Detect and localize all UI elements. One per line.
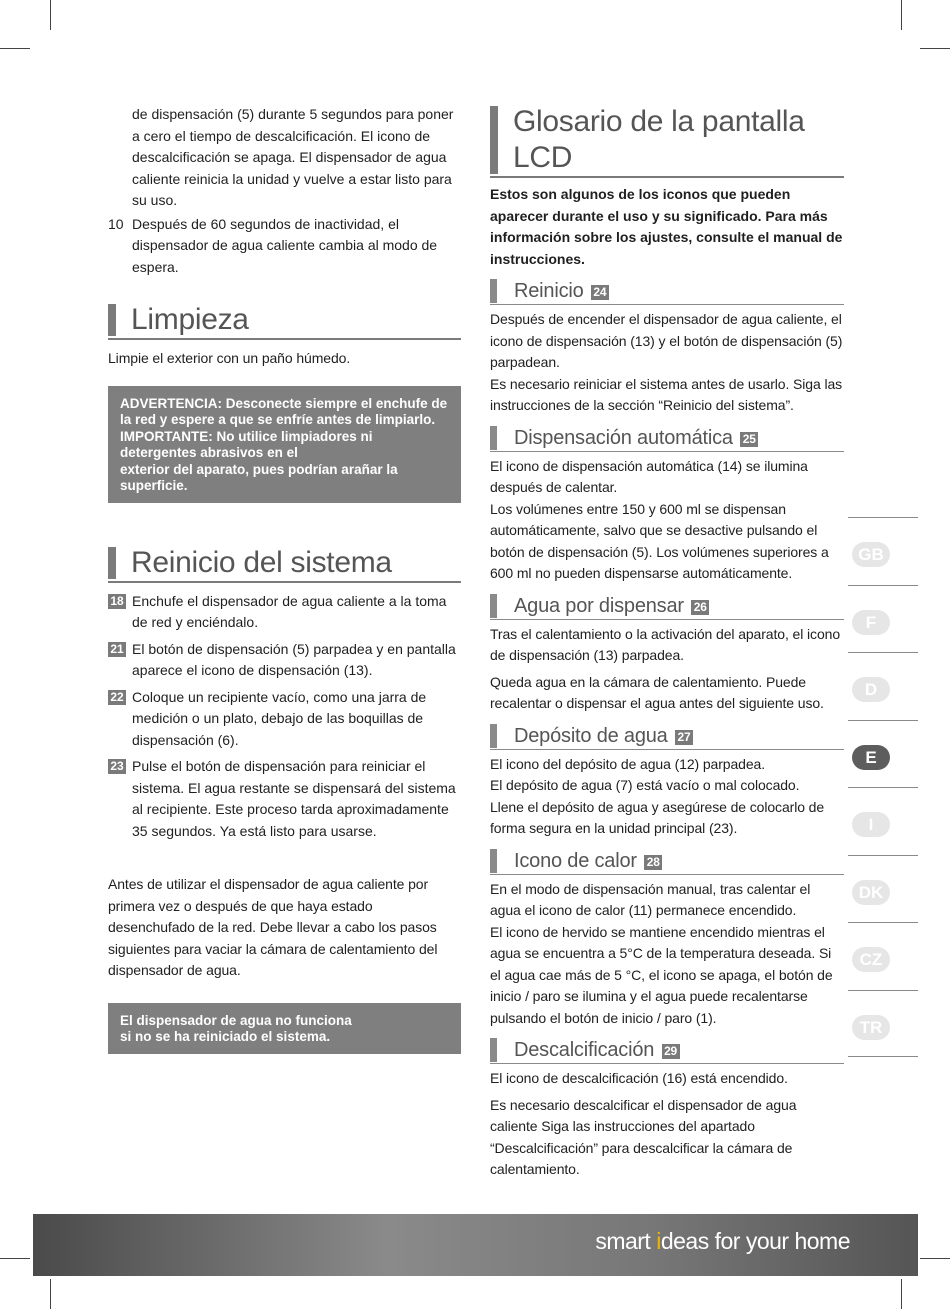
- glossary-entry: [490, 278, 844, 417]
- language-tab-cz[interactable]: [848, 922, 918, 990]
- glossary-text: Es necesario reiniciar el sistema antes de usarlo. Siga las instrucciones de la sección “Reinicio del sistema”.: [490, 375, 843, 413]
- step-badge: 21: [108, 642, 126, 657]
- section-heading-limpieza: [108, 302, 461, 340]
- figure-badge: 25: [740, 432, 758, 447]
- figure-badge: 24: [591, 285, 609, 300]
- subheading-text: Agua por dispensar: [514, 594, 684, 617]
- continued-list: [108, 104, 461, 278]
- glossary-text: Es necesario descalcificar el dispensador de agua caliente Siga las instrucciones del apartado “Descalcificación” para descalcificar la cámara de calentamiento.: [490, 1096, 797, 1177]
- language-tab-dk[interactable]: [848, 855, 918, 923]
- glossary-entry: [490, 848, 844, 1030]
- warning-box: [108, 386, 461, 503]
- glossary-text: Después de encender el dispensador de agua caliente, el icono de dispensación (13) y el botón de dispensación (5) parpadean.: [490, 311, 843, 370]
- language-label: CZ: [852, 947, 890, 972]
- language-label: F: [852, 610, 890, 635]
- glossary-text: Los volúmenes entre 150 y 600 ml se dispensan automáticamente, salvo que se desactive pulsando el botón de dispensación (5). Los volúmenes superiores a 600 ml no pueden dispensarse automáticamente.: [490, 500, 829, 581]
- footer-slogan: [595, 1228, 850, 1255]
- step-text: El botón de dispensación (5) parpadea y en pantalla aparece el icono de dispensación (13).: [132, 640, 456, 678]
- crop-mark: [901, 1279, 902, 1309]
- subheading-descalcificacion: [490, 1037, 844, 1064]
- step-badge: 18: [108, 594, 126, 609]
- subheading-title: [514, 278, 844, 304]
- language-label: TR: [852, 1015, 890, 1040]
- step-text: Enchufe el dispensador de agua caliente a la toma de red y enciéndalo.: [132, 592, 447, 630]
- reset-step: [108, 639, 461, 682]
- language-tab-tr[interactable]: [848, 990, 918, 1058]
- right-column: [490, 104, 844, 1181]
- note-box: [108, 1003, 461, 1054]
- glossary-text: El depósito de agua (7) está vacío o mal colocado.: [490, 777, 800, 793]
- crop-mark: [920, 48, 950, 49]
- glossary-text: El icono de dispensación automática (14) se ilumina después de calentar.: [490, 457, 808, 495]
- glossary-text: Queda agua en la cámara de calentamiento. Puede recalentar o dispensar el agua antes del siguiente uso.: [490, 673, 824, 711]
- glossary-text: El icono de hervido se mantiene encendido mientras el agua se encuentra a 5°C de la temperatura deseada. Si el agua cae más de 5 °C, el icono se apaga, el botón de inicio / paro se ilumina y el agua puede recalentarse pulsando el botón de inicio / paro (1).: [490, 923, 833, 1026]
- subheading-dispensacion-automatica: [490, 425, 844, 452]
- section-title: Glosario de la pantalla LCD: [513, 105, 805, 174]
- glossary-text: En el modo de dispensación manual, tras calentar el agua el icono de calor (11) permanece encendido.: [490, 880, 811, 918]
- language-label: DK: [852, 880, 890, 905]
- slogan-part: smart: [595, 1228, 657, 1254]
- list-item-number: 10: [108, 215, 124, 232]
- step-text: Coloque un recipiente vacío, como una jarra de medición o un plato, debajo de las boquillas de dispensación (6).: [132, 688, 427, 748]
- crop-mark: [0, 48, 30, 49]
- list-item-text: de dispensación (5) durante 5 segundos para poner a cero el tiempo de descalcificación. El icono de descalcificación se apaga. El dispensador de agua caliente reinicia la unidad y vuelve a estar listo para su uso.: [132, 106, 454, 208]
- slogan-highlight: i: [656, 1228, 661, 1254]
- subheading-icono-calor: [490, 848, 844, 875]
- section-heading-glosario: [490, 104, 844, 178]
- section-heading-reinicio-sistema: [108, 545, 461, 583]
- section-title: Limpieza: [131, 303, 249, 336]
- glossary-entry: [490, 723, 844, 840]
- language-tab-gb[interactable]: [848, 517, 918, 585]
- subheading-title: [514, 848, 844, 874]
- glossary-entry: [490, 1037, 844, 1181]
- crop-mark: [0, 1258, 30, 1259]
- left-column: [108, 104, 461, 1054]
- section-title: Reinicio del sistema: [131, 545, 392, 579]
- language-tab-i[interactable]: [848, 787, 918, 855]
- crop-mark: [50, 0, 51, 30]
- figure-badge: 27: [675, 730, 693, 745]
- reset-paragraph: Antes de utilizar el dispensador de agua caliente por primera vez o después de que haya estado desenchufado de la red. Debe llevar a cabo los pasos siguientes para vaciar la cámara de calentamiento del dispensador de agua.: [108, 876, 438, 978]
- list-item: [108, 214, 461, 279]
- glossary-entry: [490, 425, 844, 585]
- step-badge: 23: [108, 759, 126, 774]
- language-label: GB: [852, 542, 890, 567]
- language-label: D: [852, 677, 890, 702]
- glossary-text: Tras el calentamiento o la activación del aparato, el icono de dispensación (13) parpadea.: [490, 625, 841, 663]
- language-tabs: [848, 517, 918, 1057]
- subheading-text: Reinicio: [514, 280, 584, 302]
- reset-step: [108, 591, 461, 634]
- figure-badge: 26: [691, 600, 709, 615]
- step-badge: 22: [108, 690, 126, 705]
- note-text: El dispensador de agua no funciona: [120, 1012, 352, 1028]
- glossary-intro: Estos son algunos de los iconos que pueden aparecer durante el uso y su significado. Para más información sobre los ajustes, consulte el manual de instrucciones.: [490, 186, 843, 267]
- language-label-active: E: [852, 745, 890, 770]
- list-item: [108, 104, 461, 212]
- subheading-text: Icono de calor: [514, 849, 637, 872]
- subheading-title: [514, 723, 844, 749]
- glossary-entry: [490, 593, 844, 715]
- glossary-text: El icono de descalcificación (16) está encendido.: [490, 1070, 788, 1086]
- subheading-agua-por-dispensar: [490, 593, 844, 620]
- note-text-continued: si no se ha reiniciado el sistema.: [120, 1029, 331, 1044]
- glossary-text: Llene el depósito de agua y asegúrese de colocarlo de forma segura en la unidad principal (23).: [490, 798, 825, 836]
- cleaning-text: Limpie el exterior con un paño húmedo.: [108, 350, 351, 366]
- figure-badge: 28: [644, 855, 662, 870]
- crop-mark: [920, 1258, 950, 1259]
- list-item-text: Después de 60 segundos de inactividad, el dispensador de agua caliente cambia al modo de espera.: [132, 215, 438, 275]
- important-text: IMPORTANTE: No utilice limpiadores ni detergentes abrasivos en el: [120, 428, 373, 460]
- reset-step: [108, 687, 461, 752]
- language-label: I: [852, 812, 890, 837]
- subheading-reinicio: [490, 278, 844, 305]
- glossary-text: El icono del depósito de agua (12) parpadea.: [490, 755, 766, 772]
- important-text-continued: exterior del aparato, pues podrían arañar la superficie.: [120, 461, 398, 493]
- language-tab-e[interactable]: [848, 720, 918, 788]
- subheading-text: Depósito de agua: [514, 724, 668, 747]
- subheading-title: [514, 1037, 844, 1063]
- crop-mark: [50, 1279, 51, 1309]
- subheading-text: Descalcificación: [514, 1039, 655, 1061]
- slogan-part: deas for your home: [660, 1228, 850, 1254]
- footer-banner: [33, 1214, 918, 1276]
- step-text: Pulse el botón de dispensación para reiniciar el sistema. El agua restante se dispensará del sistema al recipiente. Este proceso tarda aproximadamente 35 segundos. Ya está listo para usarse.: [132, 758, 456, 839]
- crop-mark: [901, 0, 902, 30]
- subheading-deposito-agua: [490, 723, 844, 750]
- subheading-text: Dispensación automática: [514, 426, 733, 449]
- reset-step: [108, 756, 461, 842]
- subheading-title: [514, 593, 844, 619]
- language-tab-d[interactable]: [848, 652, 918, 720]
- reset-steps-list: [108, 591, 461, 843]
- language-tab-f[interactable]: [848, 585, 918, 653]
- subheading-title: [514, 425, 844, 451]
- warning-text: ADVERTENCIA: Desconecte siempre el enchufe de la red y espere a que se enfríe antes de limpiarlo.: [120, 395, 448, 427]
- figure-badge: 29: [662, 1044, 680, 1059]
